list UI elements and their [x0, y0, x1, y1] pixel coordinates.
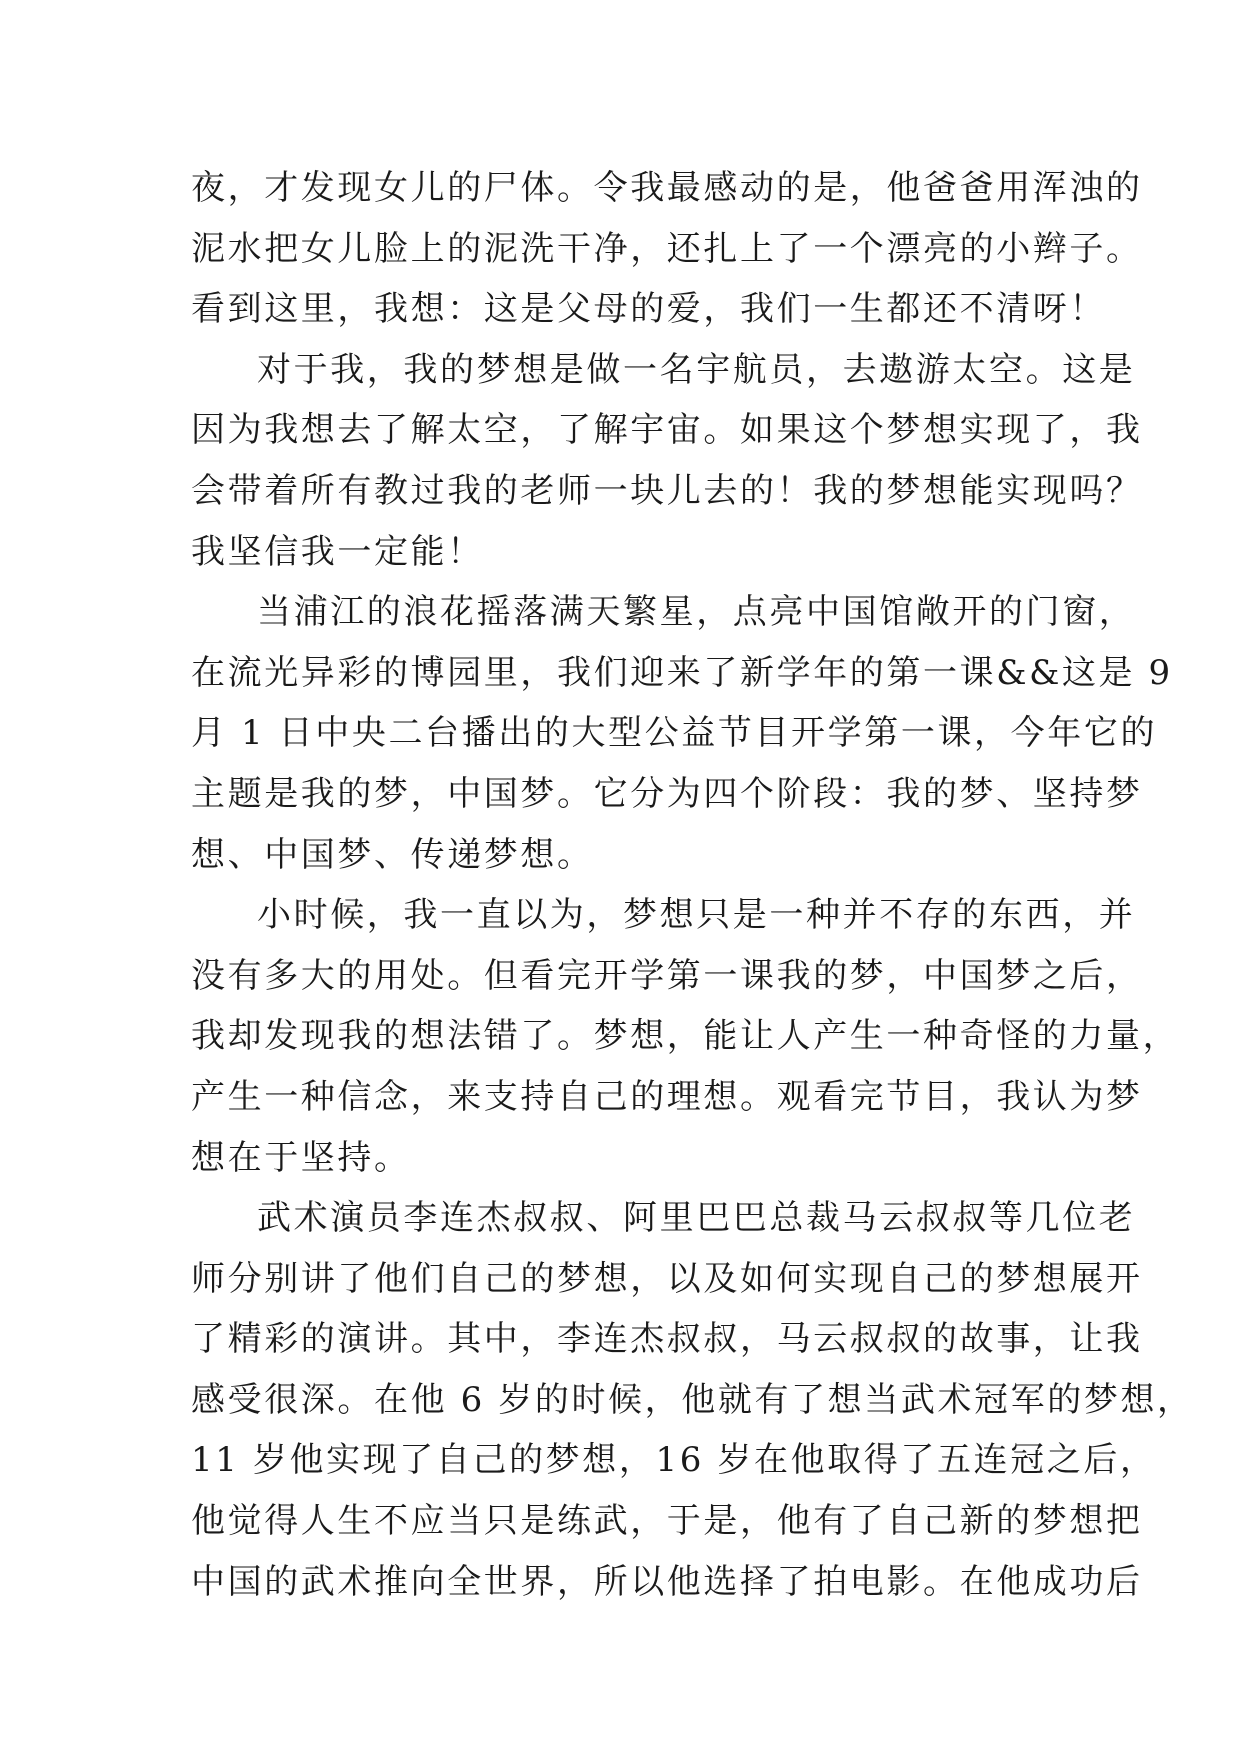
- text-line: 没有多大的用处。但看完开学第一课我的梦，中国梦之后，: [191, 955, 1143, 996]
- document-body: [191, 158, 1194, 1612]
- text-line: 因为我想去了解太空，了解宇宙。如果这个梦想实现了，我: [191, 410, 1143, 451]
- text-line: 小时候，我一直以为，梦想只是一种并不存的东西，并: [257, 895, 1136, 936]
- text-line: 主题是我的梦，中国梦。它分为四个阶段：我的梦、坚持梦: [191, 773, 1143, 814]
- text-line: 想、中国梦、传递梦想。: [191, 834, 594, 875]
- text-line: 当浦江的浪花摇落满天繁星，点亮中国馆敞开的门窗，: [257, 592, 1136, 633]
- text-line: 感受很深。在他 6 岁的时候，他就有了想当武术冠军的梦想，: [191, 1379, 1194, 1420]
- text-line: 产生一种信念，来支持自己的理想。观看完节目，我认为梦: [191, 1076, 1143, 1117]
- text-line: 11 岁他实现了自己的梦想，16 岁在他取得了五连冠之后，: [191, 1440, 1157, 1481]
- text-line: 我坚信我一定能！: [191, 531, 484, 572]
- text-line: 泥水把女儿脸上的泥洗干净，还扎上了一个漂亮的小辫子。: [191, 228, 1143, 269]
- text-line: 武术演员李连杰叔叔、阿里巴巴总裁马云叔叔等几位老: [257, 1198, 1136, 1239]
- text-line: 夜，才发现女儿的尸体。令我最感动的是，他爸爸用浑浊的: [191, 168, 1143, 208]
- text-line: 对于我，我的梦想是做一名宇航员，去遨游太空。这是: [257, 349, 1136, 390]
- text-line: 了精彩的演讲。其中，李连杰叔叔，马云叔叔的故事，让我: [191, 1319, 1143, 1360]
- text-line: 他觉得人生不应当只是练武，于是，他有了自己新的梦想把: [191, 1501, 1143, 1542]
- text-line: 中国的武术推向全世界，所以他选择了拍电影。在他成功后: [191, 1561, 1143, 1602]
- text-line: 师分别讲了他们自己的梦想，以及如何实现自己的梦想展开: [191, 1258, 1143, 1299]
- text-line: 我却发现我的想法错了。梦想，能让人产生一种奇怪的力量，: [191, 1016, 1180, 1057]
- text-line: 在流光异彩的博园里，我们迎来了新学年的第一课&&这是 9: [191, 652, 1173, 693]
- text-line: 月 1 日中央二台播出的大型公益节目开学第一课，今年它的: [191, 713, 1158, 754]
- text-line: 看到这里，我想：这是父母的爱，我们一生都还不清呀！: [191, 289, 1106, 330]
- text-line: 会带着所有教过我的老师一块儿去的！我的梦想能实现吗？: [191, 470, 1143, 511]
- text-line: 想在于坚持。: [191, 1137, 411, 1178]
